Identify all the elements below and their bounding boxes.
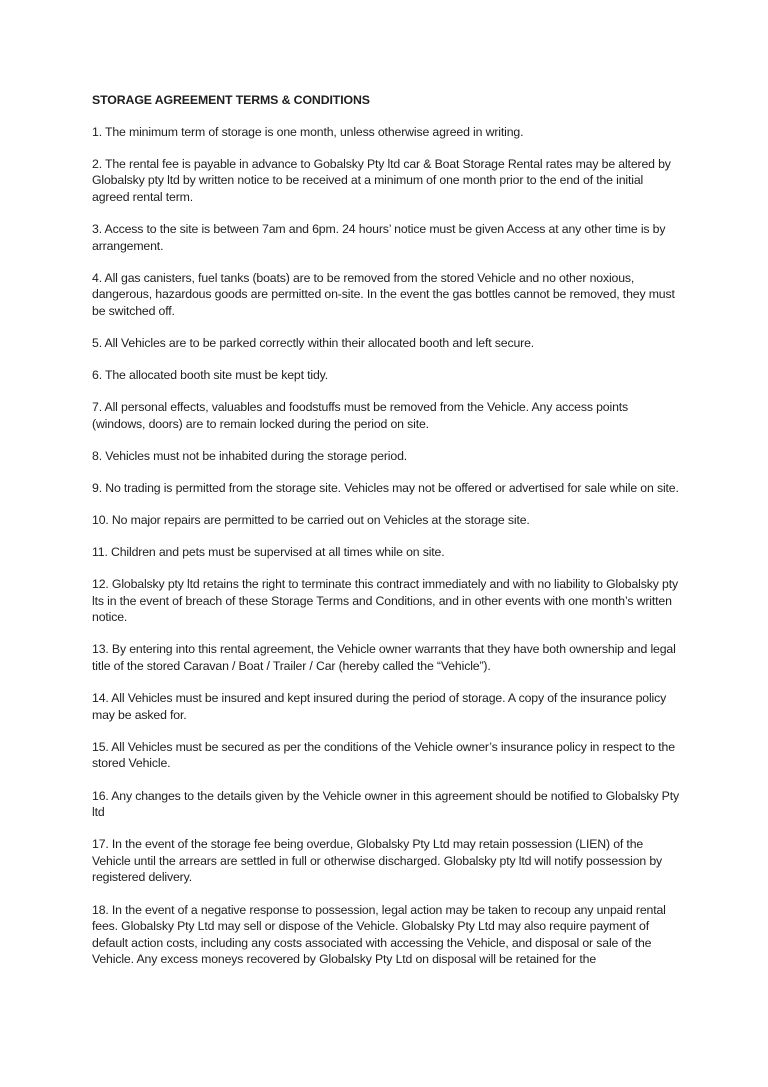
clause-9: 9. No trading is permitted from the storage site. Vehicles may not be offered or advertised for sale while on site. — [92, 480, 679, 495]
clause-4: 4. All gas canisters, fuel tanks (boats) are to be removed from the stored Vehicle and no other noxious, dangerous, hazardous goods are permitted on-site. In the event the gas bottles cannot be removed, they must be switched off. — [92, 270, 675, 318]
document-page — [92, 92, 682, 983]
clause-6: 6. The allocated booth site must be kept tidy. — [92, 368, 328, 383]
document-title: STORAGE AGREEMENT TERMS & CONDITIONS — [92, 93, 370, 107]
clause-17: 17. In the event of the storage fee being overdue, Globalsky Pty Ltd may retain possession (LIEN) of the Vehicle until the arrears are settled in full or otherwise discharged. Globalsky pty ltd will notify possession by registered delivery. — [92, 837, 663, 885]
clause-15: 15. All Vehicles must be secured as per the conditions of the Vehicle owner’s insurance policy in respect to the stored Vehicle. — [92, 739, 675, 771]
clause-16: 16. Any changes to the details given by the Vehicle owner in this agreement should be notified to Globalsky Pty ltd — [92, 788, 679, 820]
clause-11: 11. Children and pets must be supervised at all times while on site. — [92, 545, 445, 560]
clause-8: 8. Vehicles must not be inhabited during the storage period. — [92, 448, 408, 463]
clause-12: 12. Globalsky pty ltd retains the right to terminate this contract immediately and with no liability to Globalsky pty lts in the event of breach of these Storage Terms and Conditions, and in other events with one month’s written notice. — [92, 577, 678, 625]
clause-13: 13. By entering into this rental agreement, the Vehicle owner warrants that they have both ownership and legal title of the stored Caravan / Boat / Trailer / Car (hereby called the “Vehicle”). — [92, 642, 676, 674]
clause-10: 10. No major repairs are permitted to be carried out on Vehicles at the storage site. — [92, 513, 530, 527]
clause-14: 14. All Vehicles must be insured and kept insured during the period of storage. A copy of the insurance policy may be asked for. — [92, 691, 667, 722]
clause-7: 7. All personal effects, valuables and foodstuffs must be removed from the Vehicle. Any access points (windows, doors) are to remain locked during the period on site. — [92, 400, 629, 431]
clause-2: 2. The rental fee is payable in advance to Gobalsky Pty ltd car & Boat Storage Rental rates may be altered by Globalsky pty ltd by written notice to be received at a minimum of one month prior to the end of the initial agreed rental term. — [92, 156, 671, 204]
clause-18: 18. In the event of a negative response to possession, legal action may be taken to recoup any unpaid rental fees. Globalsky Pty Ltd may sell or dispose of the Vehicle. Globalsky Pty Ltd may also require payment of default action costs, including any costs associated with accessing the Vehicle, and disposal or sale of the Vehicle. Any excess moneys recovered by Globalsky Pty Ltd on disposal will be retained for the — [92, 902, 666, 967]
clause-5: 5. All Vehicles are to be parked correctly within their allocated booth and left secure. — [92, 335, 535, 350]
clause-3: 3. Access to the site is between 7am and 6pm. 24 hours’ notice must be given Access at any other time is by arrangement. — [92, 221, 666, 253]
clause-1: 1. The minimum term of storage is one month, unless otherwise agreed in writing. — [92, 124, 524, 139]
